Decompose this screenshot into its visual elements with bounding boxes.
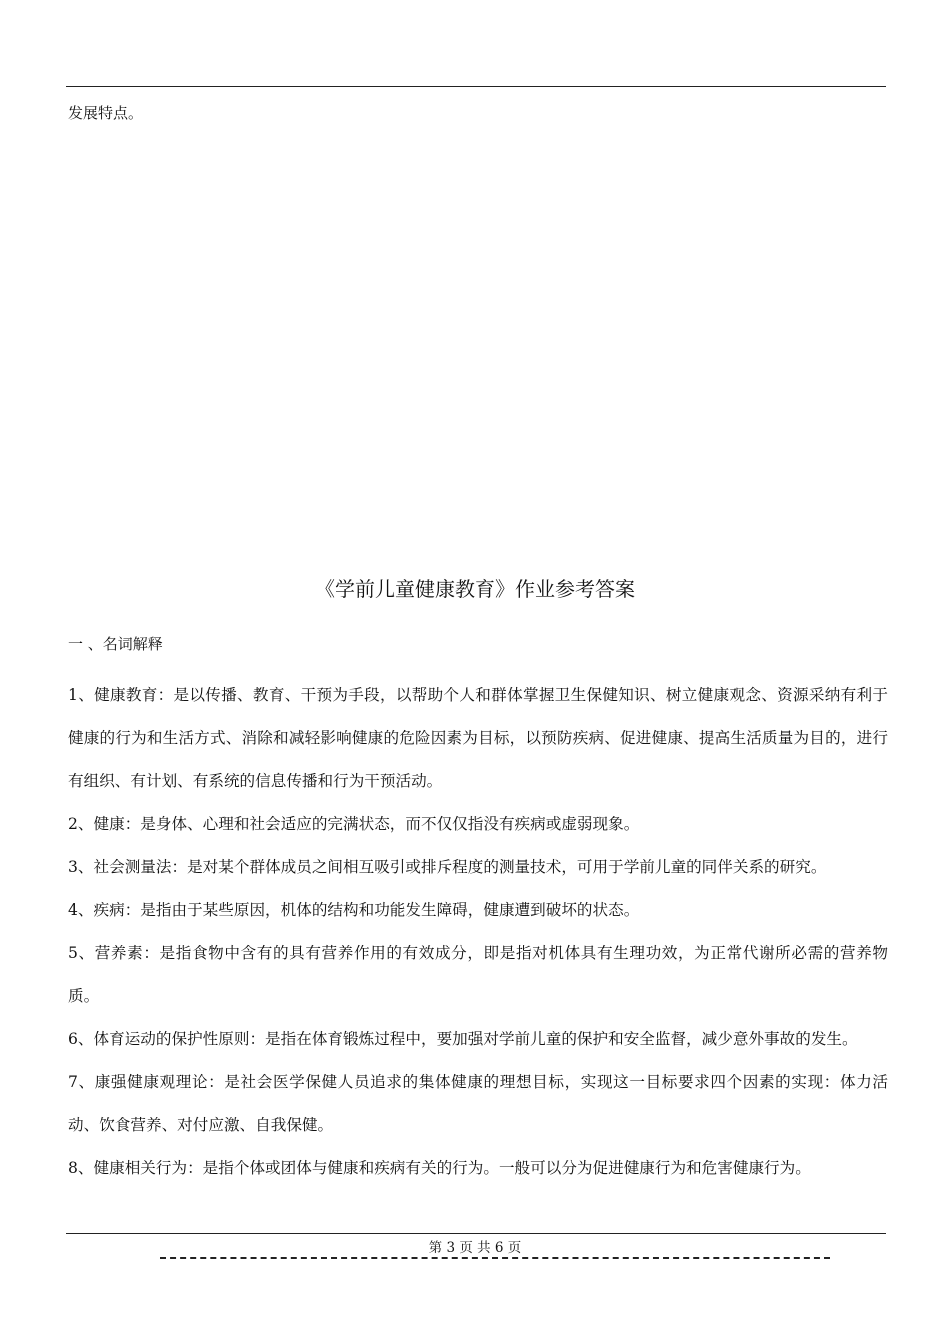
definition-entry: 6、体育运动的保护性原则：是指在体育锻炼过程中，要加强对学前儿童的保护和安全监督，减少意外事故的发生。 <box>68 1030 858 1048</box>
definition-entry: 8、健康相关行为：是指个体或团体与健康和疾病有关的行为。一般可以分为促进健康行为和危害健康行为。 <box>68 1159 811 1177</box>
definition-entry: 3、社会测量法：是对某个群体成员之间相互吸引或排斥程度的测量技术，可用于学前儿童的同伴关系的研究。 <box>68 858 827 876</box>
dashed-divider <box>160 1257 830 1259</box>
header-rule <box>66 86 886 87</box>
definition-entry: 5、营养素：是指食物中含有的具有营养作用的有效成分，即是指对机体具有生理功效，为正常代谢所必需的营养物质。 <box>68 944 888 1005</box>
footer-rule <box>66 1233 886 1234</box>
definition-entry: 2、健康：是身体、心理和社会适应的完满状态，而不仅仅指没有疾病或虚弱现象。 <box>68 815 640 833</box>
page-number: 第 3 页 共 6 页 <box>428 1240 522 1256</box>
definition-entry: 7、康强健康观理论：是社会医学保健人员追求的集体健康的理想目标，实现这一目标要求四个因素的实现：体力活动、饮食营养、对付应激、自我保健。 <box>68 1073 888 1134</box>
definition-entry: 1、健康教育：是以传播、教育、干预为手段，以帮助个人和群体掌握卫生保健知识、树立健康观念、资源采纳有利于健康的行为和生活方式、消除和减轻影响健康的危险因素为目标，以预防疾病、促进健康、提高生活质量为目的，进行有组织、有计划、有系统的信息传播和行为干预活动。 <box>68 686 888 790</box>
document-title: 《学前儿童健康教育》作业参考答案 <box>315 577 635 601</box>
definition-list <box>68 674 888 1190</box>
section-heading: 一 、名词解释 <box>68 635 163 653</box>
definition-entry: 4、疾病：是指由于某些原因，机体的结构和功能发生障碍，健康遭到破坏的状态。 <box>68 901 640 919</box>
carryover-text: 发展特点。 <box>68 104 144 122</box>
